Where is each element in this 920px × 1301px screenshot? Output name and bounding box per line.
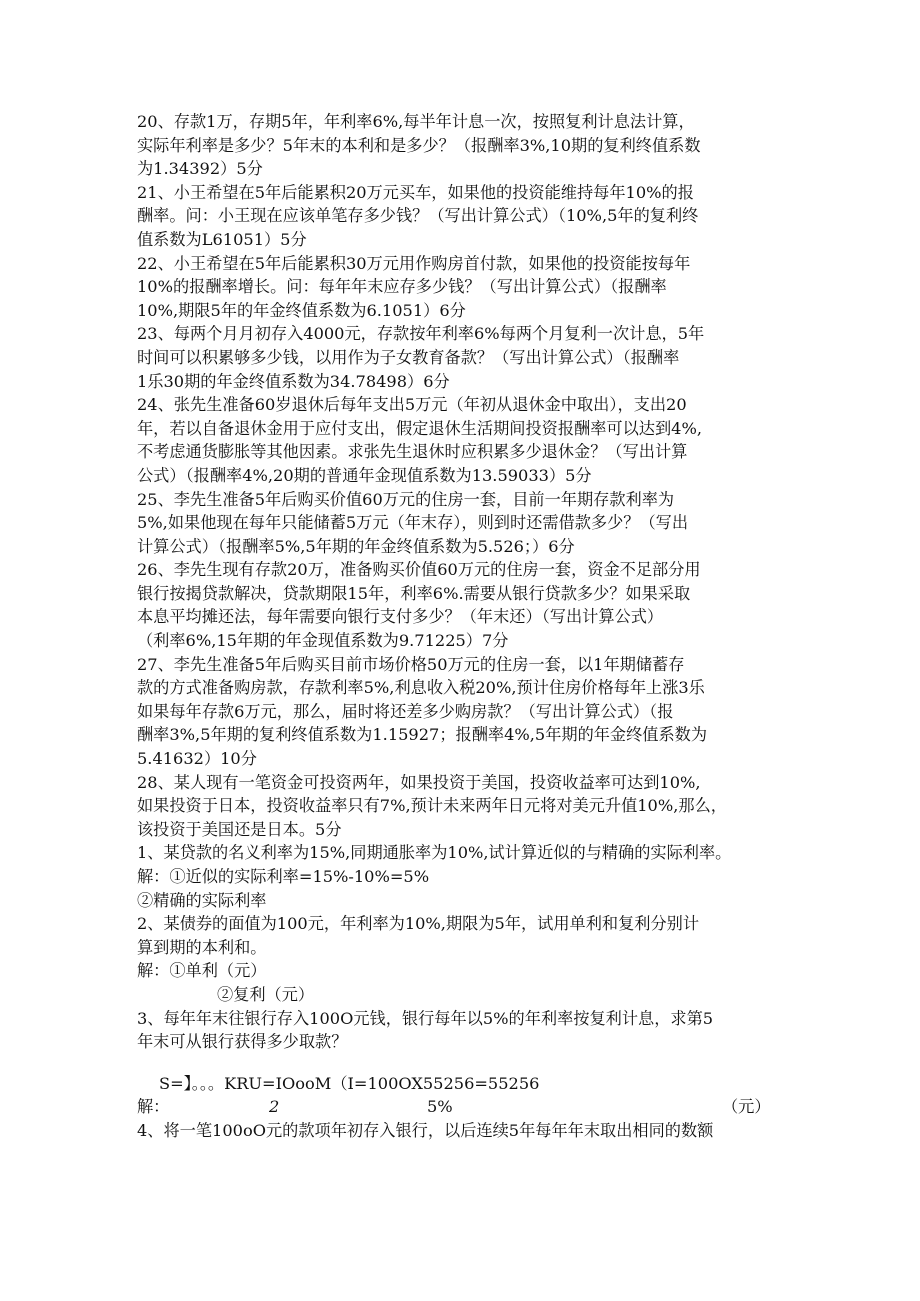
text-line: 5.41632）10分: [137, 749, 257, 769]
text-line: 如果每年存款6万元，那么，届时将还差多少购房款？（写出计算公式）（报: [137, 701, 674, 721]
text-line: 时间可以积累够多少钱，以用作为子女教育备款？（写出计算公式）（报酬率: [137, 347, 680, 367]
formula-top-row: [137, 1072, 797, 1096]
text-line: 酬率。问：小王现在应该单笔存多少钱？（写出计算公式）（10%,5年的复利终: [137, 206, 699, 226]
text-line: 2、某债券的面值为100元，年利率为10%,期限为5年，试用单利和复利分别计: [137, 914, 700, 934]
text-line: 款的方式准备购房款，存款利率5%,利息收入税20%,预计住房价格每年上涨3乐: [137, 678, 705, 698]
text-line: 酬率3%,5年期的复利终值系数为1.15927；报酬率4%,5年期的年金终值系数为: [137, 725, 708, 745]
text-line: 年末可从银行获得多少取款？: [137, 1032, 348, 1052]
text-line: 如果投资于日本，投资收益率只有7%,预计未来两年日元将对美元升值10%,那么，: [137, 796, 727, 816]
text-line: 1乐30期的年金终值系数为34.78498）6分: [137, 371, 450, 391]
text-line: 不考虑通货膨胀等其他因素。求张先生退休时应积累多少退休金？（写出计算: [137, 442, 688, 462]
text-line: 20、存款1万，存期5年，年利率6%,每半年计息一次，按照复利计息法计算，: [137, 112, 695, 131]
text-line: 公式）（报酬率4%,20期的普通年金现值系数为13.59033）5分: [137, 465, 592, 485]
text-line: 10%的报酬率增长。问：每年年末应存多少钱？（写出计算公式）（报酬率: [137, 277, 667, 297]
text-line: 25、李先生准备5年后购买价值60万元的住房一套，目前一年期存款利率为: [137, 489, 675, 509]
text-line: 23、每两个月月初存入4000元，存款按年利率6%每两个月复利一次计息，5年: [137, 324, 705, 344]
formula-bottom-row: [137, 1095, 797, 1119]
text-line: 10%,期限5年的年金终值系数为6.1051）6分: [137, 300, 466, 320]
text-line: 为1.34392）5分: [137, 159, 263, 179]
spacer: [137, 1054, 797, 1072]
text-line: 26、李先生现有存款20万，准备购买价值60万元的住房一套，资金不足部分用: [137, 560, 701, 580]
document-body: [137, 110, 797, 1143]
text-line: 算到期的本利和。: [137, 937, 267, 957]
formula-denominator: 2: [269, 1097, 280, 1117]
text-line: 解：①近似的实际利率=15%-10%=5%: [137, 867, 430, 886]
text-lines: [137, 110, 797, 983]
text-line: 计算公式）（报酬率5%,5年期的年金终值系数为5.526；）6分: [137, 536, 575, 556]
text-line: ②精确的实际利率: [137, 890, 267, 910]
formula-label: 解：: [137, 1097, 170, 1117]
text-line: 22、小王希望在5年后能累积30万元用作购房首付款，如果他的投资能按每年: [137, 253, 691, 273]
text-line: 5%,如果他现在每年只能储蓄5万元（年末存），则到时还需借款多少？（写出: [137, 513, 689, 533]
text-line: 解：①单利（元）: [137, 961, 267, 981]
last-question-line: 4、将一笔100oO元的款项年初存入银行，以后连续5年每年年末取出相同的数额: [137, 1120, 714, 1140]
text-line: （利率6%,15年期的年金现值系数为9.71225）7分: [137, 631, 509, 651]
text-line: 银行按揭贷款解决，贷款期限15年，利率6%.需要从银行贷款多少？如果采取: [137, 583, 691, 603]
text-line: 3、每年年末往银行存入100O元钱，银行每年以5%的年利率按复利计息，求第5: [137, 1008, 714, 1028]
formula-rate: 5%: [427, 1097, 453, 1117]
text-line: 21、小王希望在5年后能累积20万元买车，如果他的投资能维持每年10%的报: [137, 182, 694, 202]
text-line: 值系数为L61051）5分: [137, 229, 307, 249]
text-line: 1、某贷款的名义利率为15%,同期通胀率为10%,试计算近似的与精确的实际利率。: [137, 843, 732, 863]
formula-expression: S=】。。。KRU=IOooM（I=100OX55256=55256: [159, 1073, 540, 1093]
solution-compound-line: ②复利（元）: [217, 984, 315, 1004]
formula-unit: （元）: [722, 1097, 771, 1117]
text-lines-after: [137, 1007, 797, 1054]
text-line: 实际年利率是多少？5年末的本利和是多少？（报酬率3%,10期的复利终值系数: [137, 135, 701, 155]
text-line: 28、某人现有一笔资金可投资两年，如果投资于美国，投资收益率可达到10%,: [137, 772, 701, 792]
text-line: 年，若以自备退休金用于应付支出，假定退休生活期间投资报酬率可以达到4%,: [137, 418, 703, 438]
text-line: 27、李先生准备5年后购买目前市场价格50万元的住房一套，以1年期储蓄存: [137, 654, 685, 674]
text-line: 该投资于美国还是日本。5分: [137, 819, 342, 839]
text-line: 本息平均摊还法，每年需要向银行支付多少？（年末还）（写出计算公式）: [137, 607, 664, 627]
text-line: 24、张先生准备60岁退休后每年支出5万元（年初从退休金中取出），支出20: [137, 395, 687, 415]
